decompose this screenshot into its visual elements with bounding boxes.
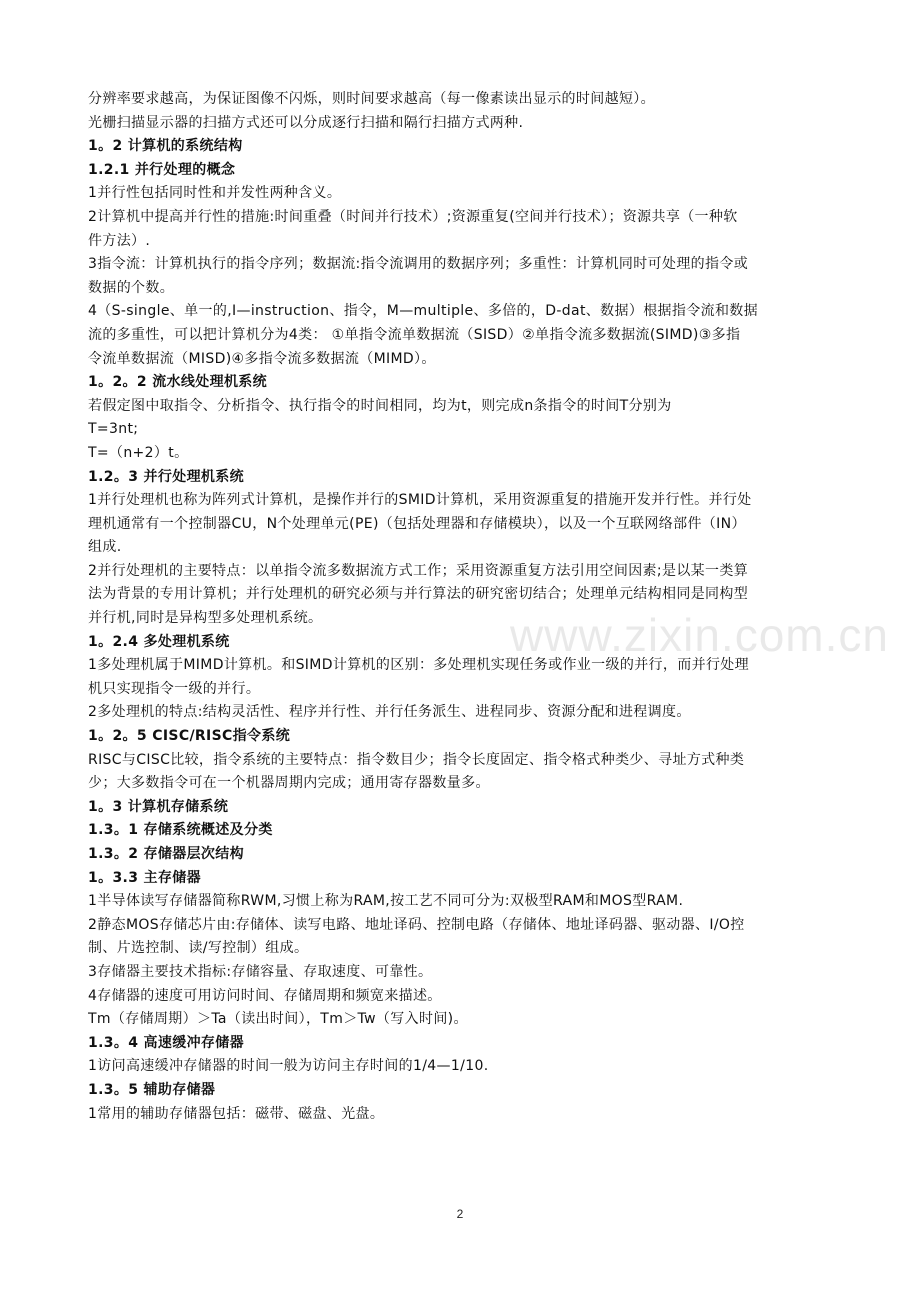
paragraph-line: 光栅扫描显示器的扫描方式还可以分成逐行扫描和隔行扫描方式两种. [88,114,524,131]
paragraph-line: 令流单数据流（MISD)④多指令流多数据流（MIMD）。 [88,350,436,367]
paragraph-line: 并行机,同时是异构型多处理机系统。 [88,610,323,627]
page-number: 2 [456,1207,464,1221]
section-heading: 1。2。2 流水线处理机系统 [88,374,267,391]
paragraph-line: 3指令流：计算机执行的指令序列；数据流:指令流调用的数据序列；多重性：计算机同时可处理的指令或 [88,256,749,273]
paragraph-line: 流的多重性，可以把计算机分为4类： ①单指令流单数据流（SISD）②单指令流多数据流(SIMD)③多指 [88,326,741,343]
paragraph-line: 2计算机中提高并行性的措施:时间重叠（时间并行技术）;资源重复(空间并行技术）；资源共享（一种软 [88,208,738,225]
paragraph-line: 法为背景的专用计算机；并行处理机的研究必须与并行算法的研究密切结合；处理单元结构相同是同构型 [88,586,749,603]
paragraph-line: 4存储器的速度可用访问时间、存储周期和频宽来描述。 [88,987,442,1004]
paragraph-line: 机只实现指令一级的并行。 [88,680,261,697]
paragraph-line: 2并行处理机的主要特点：以单指令流多数据流方式工作；采用资源重复方法引用空间因素;是以某一类算 [88,562,749,579]
paragraph-line: 1访问高速缓冲存储器的时间一般为访问主存时间的1/4—1/10. [88,1058,489,1075]
paragraph-line: 制、片选控制、读/写控制）组成。 [88,940,309,957]
paragraph-line: 1并行处理机也称为阵列式计算机，是操作并行的SMID计算机，采用资源重复的措施开发并行性。并行处 [88,492,752,509]
section-heading: 1.2.1 并行处理的概念 [88,161,236,178]
paragraph-line: 分辨率要求越高，为保证图像不闪烁，则时间要求越高（每一像素读出显示的时间越短）。 [88,91,655,107]
paragraph-line: 2静态MOS存储芯片由:存储体、读写电路、地址译码、控制电路（存储体、地址译码器、驱动器、I/O控 [88,916,745,933]
paragraph-line: 3存储器主要技术指标:存储容量、存取速度、可靠性。 [88,963,433,980]
section-heading: 1.3。1 存储系统概述及分类 [88,822,273,839]
paragraph-line: 少；大多数指令可在一个机器周期内完成；通用寄存器数量多。 [88,775,490,792]
paragraph-line: T=（n+2）t。 [88,444,189,461]
paragraph-line: 件方法）. [88,232,151,249]
section-heading: 1.2。3 并行处理机系统 [88,468,244,485]
paragraph-line: 1半导体读写存储器简称RWM,习惯上称为RAM,按工艺不同可分为:双极型RAM和MOS型RAM. [88,893,684,910]
paragraph-line: 数据的个数。 [88,279,175,296]
section-heading: 1.3。2 存储器层次结构 [88,846,244,862]
paragraph-line: 1多处理机属于MIMD计算机。和SIMD计算机的区别：多处理机实现任务或作业一级的并行，而并行处理 [88,657,749,674]
paragraph-line: 理机通常有一个控制器CU，N个处理单元(PE)（包括处理器和存储模块），以及一个互联网络部件（IN） [88,515,746,532]
section-heading: 1。2.4 多处理机系统 [88,633,230,650]
paragraph-line: 1并行性包括同时性和并发性两种含义。 [88,185,342,202]
section-heading: 1。3.3 主存储器 [88,869,201,886]
section-heading: 1。3 计算机存储系统 [88,798,229,815]
paragraph-line: T=3nt; [88,421,139,438]
document-body [88,88,840,1126]
paragraph-line: 4（S-single、单一的,I—instruction、指令，M—multiple、多倍的，D-dat、数据）根据指令流和数据 [88,303,758,320]
paragraph-line: RISC与CISC比较，指令系统的主要特点：指令数目少；指令长度固定、指令格式种类少、寻址方式种类 [88,751,745,768]
section-heading: 1。2 计算机的系统结构 [88,138,243,155]
section-heading: 1.3。4 高速缓冲存储器 [88,1034,244,1051]
paragraph-line: 2多处理机的特点:结构灵活性、程序并行性、并行任务派生、进程同步、资源分配和进程调度。 [88,704,691,721]
paragraph-line: 组成. [88,539,122,556]
paragraph-line: Tm（存储周期）＞Ta（读出时间），Tm＞Tw（写入时间)。 [88,1011,468,1028]
watermark: www.zixin.com.cn [510,609,889,661]
section-heading: 1。2。5 CISC/RISC指令系统 [88,728,291,745]
paragraph-line: 若假定图中取指令、分析指令、执行指令的时间相同，均为t，则完成n条指令的时间T分别为 [88,397,672,414]
section-heading: 1.3。5 辅助存储器 [88,1081,216,1098]
paragraph-line: 1常用的辅助存储器包括：磁带、磁盘、光盘。 [88,1105,385,1122]
